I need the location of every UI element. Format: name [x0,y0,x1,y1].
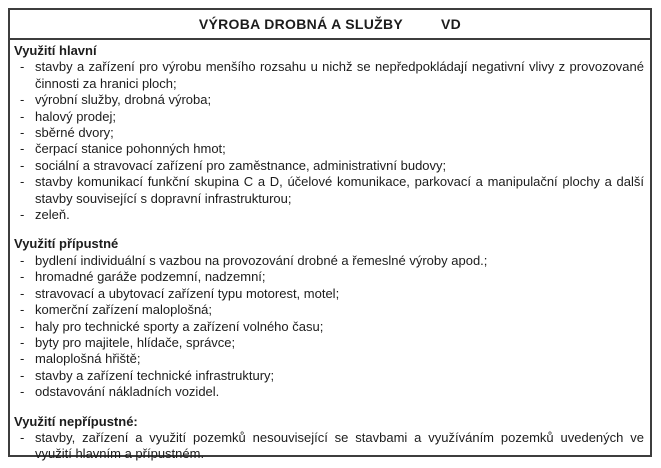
section-heading: Využití nepřípustné: [14,413,138,429]
list-item [14,92,644,108]
dash-bullet: - [20,92,25,108]
dash-bullet: - [20,367,25,383]
dash-bullet: - [20,141,25,157]
dash-bullet: - [20,285,25,301]
dash-bullet: - [20,108,25,124]
list-item-text: hromadné garáže podzemní, nadzemní; [35,269,266,285]
list-item-text: byty pro majitele, hlídače, správce; [35,334,236,350]
document-body [10,40,650,463]
list-item-text: maloplošná hřiště; [35,351,141,367]
list-item [14,319,644,335]
zone-code: VD [441,16,462,32]
section-vyuziti-pripustne [14,236,644,400]
list-item-text: stavby a zařízení pro výrobu menšího rozsahu u nichž se nepředpokládají negativní vlivy z provozované činnosti za hranici ploch; [35,59,644,91]
section-vyuziti-hlavni [14,43,644,223]
item-list [14,430,644,463]
list-item-text: komerční zařízení maloplošná; [35,302,213,318]
list-item-text: odstavování nákladních vozidel. [35,384,220,400]
regulation-document-box [8,8,652,462]
dash-bullet: - [20,59,25,75]
list-item-text: halový prodej; [35,108,116,124]
dash-bullet: - [20,207,25,223]
list-item-text: haly pro technické sporty a zařízení volného času; [35,318,324,334]
dash-bullet: - [20,318,25,334]
list-item [14,109,644,125]
list-item [14,59,644,92]
dash-bullet: - [20,351,25,367]
list-item-text: bydlení individuální s vazbou na provozování drobné a řemeslné výroby apod.; [35,252,488,268]
dash-bullet: - [20,302,25,318]
list-item-text: stavby, zařízení a využití pozemků nesouvisející se stavbami a využíváním pozemků uvedených ve využití hlavním a přípustném. [35,429,644,462]
dash-bullet: - [20,269,25,285]
item-list [14,59,644,223]
list-item [14,158,644,174]
document-title-band [10,10,650,40]
list-item [14,125,644,141]
list-item-text: stavby komunikací funkční skupina C a D, účelové komunikace, parkovací a manipulační plochy a další stavby související s dopravní infrastrukturou; [35,174,644,206]
section-heading: Využití přípustné [14,236,119,252]
list-item [14,335,644,351]
list-item [14,430,644,463]
list-item-text: zeleň. [35,207,70,223]
list-item [14,174,644,207]
list-item [14,368,644,384]
dash-bullet: - [20,429,25,445]
list-item-text: stravovací a ubytovací zařízení typu motorest, motel; [35,285,340,301]
dash-bullet: - [20,157,25,173]
list-item [14,351,644,367]
page-title: VÝROBA DROBNÁ A SLUŽBY [198,16,404,32]
dash-bullet: - [20,125,25,141]
list-item-text: sběrné dvory; [35,125,114,141]
list-item [14,269,644,285]
list-item-text: čerpací stanice pohonných hmot; [35,141,226,157]
list-item [14,286,644,302]
list-item [14,384,644,400]
list-item [14,302,644,318]
dash-bullet: - [20,174,25,190]
list-item [14,207,644,223]
list-item-text: výrobní služby, drobná výroba; [35,92,212,108]
list-item [14,141,644,157]
section-vyuziti-nepripustne [14,414,644,463]
item-list [14,253,644,401]
list-item-text: stavby a zařízení technické infrastruktury; [35,367,275,383]
dash-bullet: - [20,334,25,350]
dash-bullet: - [20,384,25,400]
dash-bullet: - [20,252,25,268]
list-item-text: sociální a stravovací zařízení pro zaměstnance, administrativní budovy; [35,157,447,173]
section-heading: Využití hlavní [14,43,97,58]
list-item [14,253,644,269]
